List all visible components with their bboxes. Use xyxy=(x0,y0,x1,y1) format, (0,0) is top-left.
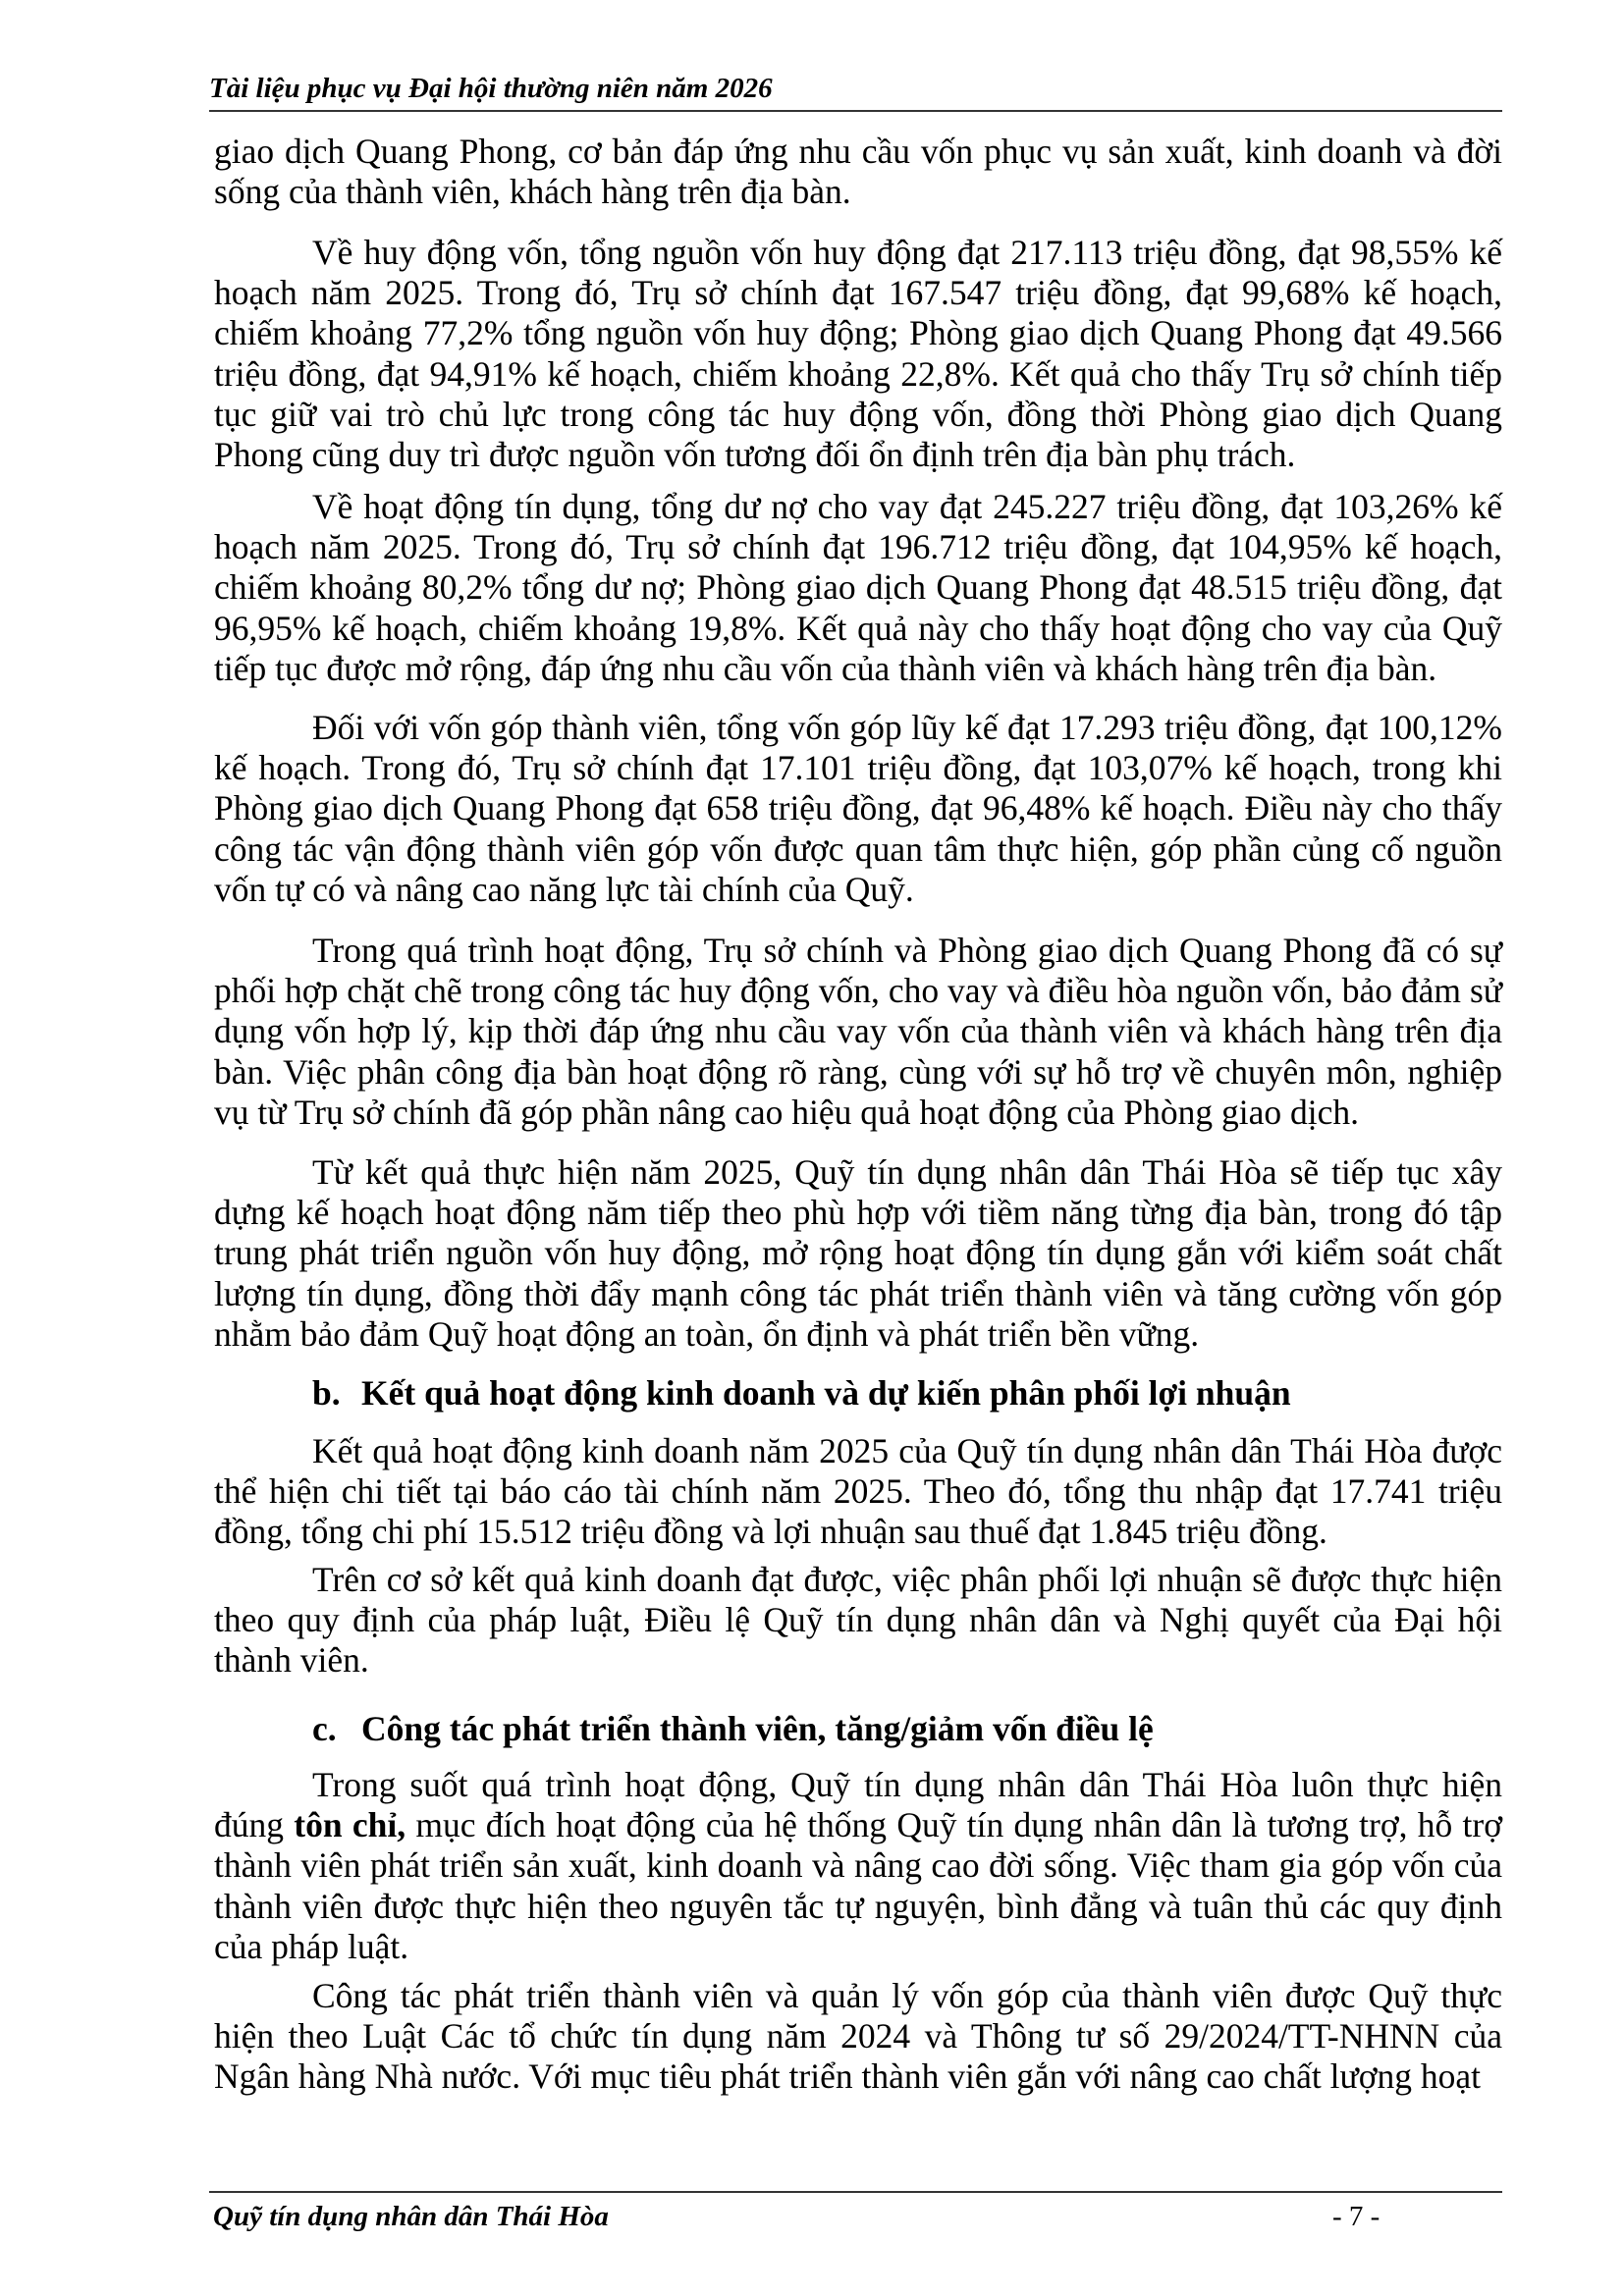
paragraph-coordination: Trong quá trình hoạt động, Trụ sở chính và Phòng giao dịch Quang Phong đã có sự phối hợp chặt chẽ trong công tác huy động vốn, cho vay và điều hòa nguồn vốn, bảo đảm sử dụng vốn hợp lý, kịp thời đáp ứng nhu cầu vay vốn của thành viên và khách hàng trên địa bàn. Việc phân công địa bàn hoạt động rõ ràng, cùng với sự hỗ trợ về chuyên môn, nghiệp vụ từ Trụ sở chính đã góp phần nâng cao hiệu quả hoạt động của Phòng giao dịch. xyxy=(214,931,1502,1132)
paragraph-principles xyxy=(214,1765,1502,1967)
paragraph-business-results: Kết quả hoạt động kinh doanh năm 2025 của Quỹ tín dụng nhân dân Thái Hòa được thể hiện chi tiết tại báo cáo tài chính năm 2025. Theo đó, tổng thu nhập đạt 17.741 triệu đồng, tổng chi phí 15.512 triệu đồng và lợi nhuận sau thuế đạt 1.845 triệu đồng. xyxy=(214,1431,1502,1552)
section-heading-c xyxy=(312,1709,1154,1749)
paragraph-profit-distribution: Trên cơ sở kết quả kinh doanh đạt được, việc phân phối lợi nhuận sẽ được thực hiện theo quy định của pháp luật, Điều lệ Quỹ tín dụng nhân dân và Nghị quyết của Đại hội thành viên. xyxy=(214,1560,1502,1681)
paragraph-principles-bold: tôn chỉ, xyxy=(294,1805,406,1845)
section-heading-c-label: c. xyxy=(312,1709,337,1748)
footer-rule xyxy=(209,2191,1502,2193)
header-rule xyxy=(209,110,1502,112)
running-header: Tài liệu phục vụ Đại hội thường niên năm 2026 xyxy=(209,73,773,104)
section-heading-b xyxy=(312,1373,1291,1414)
section-heading-c-text: Công tác phát triển thành viên, tăng/giảm vốn điều lệ xyxy=(361,1709,1154,1748)
footer-organization: Quỹ tín dụng nhân dân Thái Hòa xyxy=(213,2201,609,2232)
paragraph-principles-start: Trong suốt quá trình hoạt động, Quỹ tín dụng nhân dân Thái Hòa luôn thực hiện đúng xyxy=(214,1765,1502,1845)
section-heading-b-text: Kết quả hoạt động kinh doanh và dự kiến phân phối lợi nhuận xyxy=(361,1373,1291,1413)
paragraph-credit-activity: Về hoạt động tín dụng, tổng dư nợ cho vay đạt 245.227 triệu đồng, đạt 103,26% kế hoạch năm 2025. Trong đó, Trụ sở chính đạt 196.712 triệu đồng, đạt 104,95% kế hoạch, chiếm khoảng 80,2% tổng dư nợ; Phòng giao dịch Quang Phong đạt 48.515 triệu đồng, đạt 96,95% kế hoạch, chiếm khoảng 19,8%. Kết quả này cho thấy hoạt động cho vay của Quỹ tiếp tục được mở rộng, đáp ứng nhu cầu vốn của thành viên và khách hàng trên địa bàn. xyxy=(214,487,1502,688)
paragraph-continuation: giao dịch Quang Phong, cơ bản đáp ứng nhu cầu vốn phục vụ sản xuất, kinh doanh và đời sống của thành viên, khách hàng trên địa bàn. xyxy=(214,132,1502,212)
section-heading-b-label: b. xyxy=(312,1373,341,1413)
paragraph-capital-mobilization: Về huy động vốn, tổng nguồn vốn huy động đạt 217.113 triệu đồng, đạt 98,55% kế hoạch năm 2025. Trong đó, Trụ sở chính đạt 167.547 triệu đồng, đạt 99,68% kế hoạch, chiếm khoảng 77,2% tổng nguồn vốn huy động; Phòng giao dịch Quang Phong đạt 49.566 triệu đồng, đạt 94,91% kế hoạch, chiếm khoảng 22,8%. Kết quả cho thấy Trụ sở chính tiếp tục giữ vai trò chủ lực trong công tác huy động vốn, đồng thời Phòng giao dịch Quang Phong cũng duy trì được nguồn vốn tương đối ổn định trên địa bàn phụ trách. xyxy=(214,233,1502,475)
page-number: - 7 - xyxy=(1332,2201,1380,2232)
paragraph-principles-end: mục đích hoạt động của hệ thống Quỹ tín dụng nhân dân là tương trợ, hỗ trợ thành viên phát triển sản xuất, kinh doanh và nâng cao đời sống. Việc tham gia góp vốn của thành viên được thực hiện theo nguyên tắc tự nguyện, bình đẳng và tuân thủ các quy định của pháp luật. xyxy=(214,1805,1503,1966)
paragraph-member-development: Công tác phát triển thành viên và quản lý vốn góp của thành viên được Quỹ thực hiện theo Luật Các tổ chức tín dụng năm 2024 và Thông tư số 29/2024/TT-NHNN của Ngân hàng Nhà nước. Với mục tiêu phát triển thành viên gắn với nâng cao chất lượng hoạt xyxy=(214,1976,1502,2097)
paragraph-member-capital: Đối với vốn góp thành viên, tổng vốn góp lũy kế đạt 17.293 triệu đồng, đạt 100,12% kế hoạch. Trong đó, Trụ sở chính đạt 17.101 triệu đồng, đạt 103,07% kế hoạch, trong khi Phòng giao dịch Quang Phong đạt 658 triệu đồng, đạt 96,48% kế hoạch. Điều này cho thấy công tác vận động thành viên góp vốn được quan tâm thực hiện, góp phần củng cố nguồn vốn tự có và nâng cao năng lực tài chính của Quỹ. xyxy=(214,708,1502,909)
paragraph-plan: Từ kết quả thực hiện năm 2025, Quỹ tín dụng nhân dân Thái Hòa sẽ tiếp tục xây dựng kế hoạch hoạt động năm tiếp theo phù hợp với tiềm năng từng địa bàn, trong đó tập trung phát triển nguồn vốn huy động, mở rộng hoạt động tín dụng gắn với kiểm soát chất lượng tín dụng, đồng thời đẩy mạnh công tác phát triển thành viên và tăng cường vốn góp nhằm bảo đảm Quỹ hoạt động an toàn, ổn định và phát triển bền vững. xyxy=(214,1152,1502,1354)
